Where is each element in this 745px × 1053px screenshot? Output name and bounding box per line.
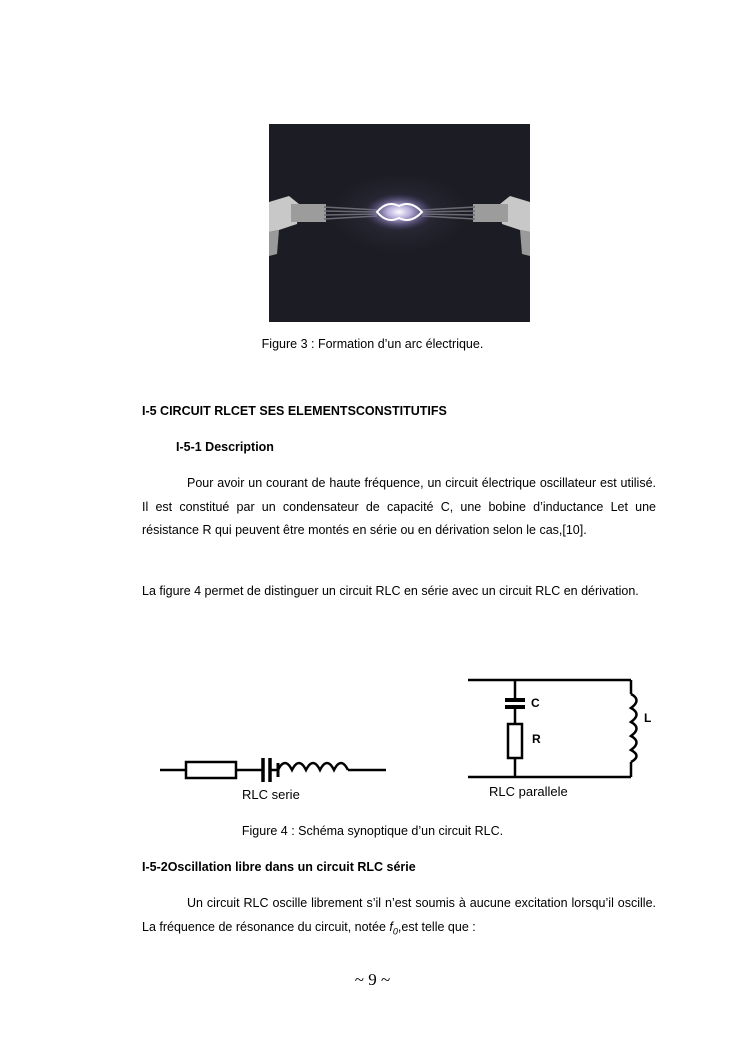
- oscillation-text: Un circuit RLC oscille librement s’il n’est soumis à aucune excitation lorsqu’il oscille. La fréquence de résonance du circuit, notée: [142, 896, 656, 934]
- label-c: C: [531, 696, 540, 710]
- series-label: RLC serie: [242, 787, 300, 802]
- description-paragraph: Pour avoir un courant de haute fréquence, un circuit électrique oscillateur est utilisé. Il est constitué par un condensateur de capacité C, une bobine d’inductance Let une résistance R qui peuvent être montés en série ou en dérivation selon le cas,[10].: [142, 476, 656, 537]
- parallel-circuit: [468, 680, 637, 777]
- parallel-resistor: [508, 724, 522, 758]
- oscillation-paragraph: [142, 892, 656, 944]
- subsection-heading: I-5-1 Description: [176, 440, 274, 454]
- f0-symbol: f: [389, 919, 393, 934]
- figure4-caption: Figure 4 : Schéma synoptique d’un circuit RLC.: [241, 824, 504, 838]
- arc-photo: [269, 124, 530, 322]
- oscillation-tail: ,est telle que :: [397, 919, 476, 934]
- label-r: R: [532, 732, 541, 746]
- section2-heading: I-5-2Oscillation libre dans un circuit RLC série: [142, 860, 416, 874]
- page-number: ~ 9 ~: [354, 970, 391, 989]
- f0-subscript: 0: [392, 926, 398, 936]
- figure4-intro-paragraph: La figure 4 permet de distinguer un circuit RLC en série avec un circuit RLC en dérivation.: [142, 584, 639, 598]
- parallel-inductor: [631, 694, 637, 762]
- series-circuit: [160, 758, 386, 782]
- parallel-label: RLC parallele: [489, 784, 568, 799]
- label-l: L: [644, 711, 652, 725]
- arc-illustration: [269, 124, 530, 322]
- series-inductor: [278, 763, 348, 770]
- figure3-caption: Figure 3 : Formation d’un arc électrique.: [261, 337, 484, 351]
- series-resistor: [186, 762, 236, 778]
- section-heading: I-5 CIRCUIT RLCET SES ELEMENTSCONSTITUTIFS: [142, 404, 447, 418]
- rlc-schematics: [150, 670, 660, 810]
